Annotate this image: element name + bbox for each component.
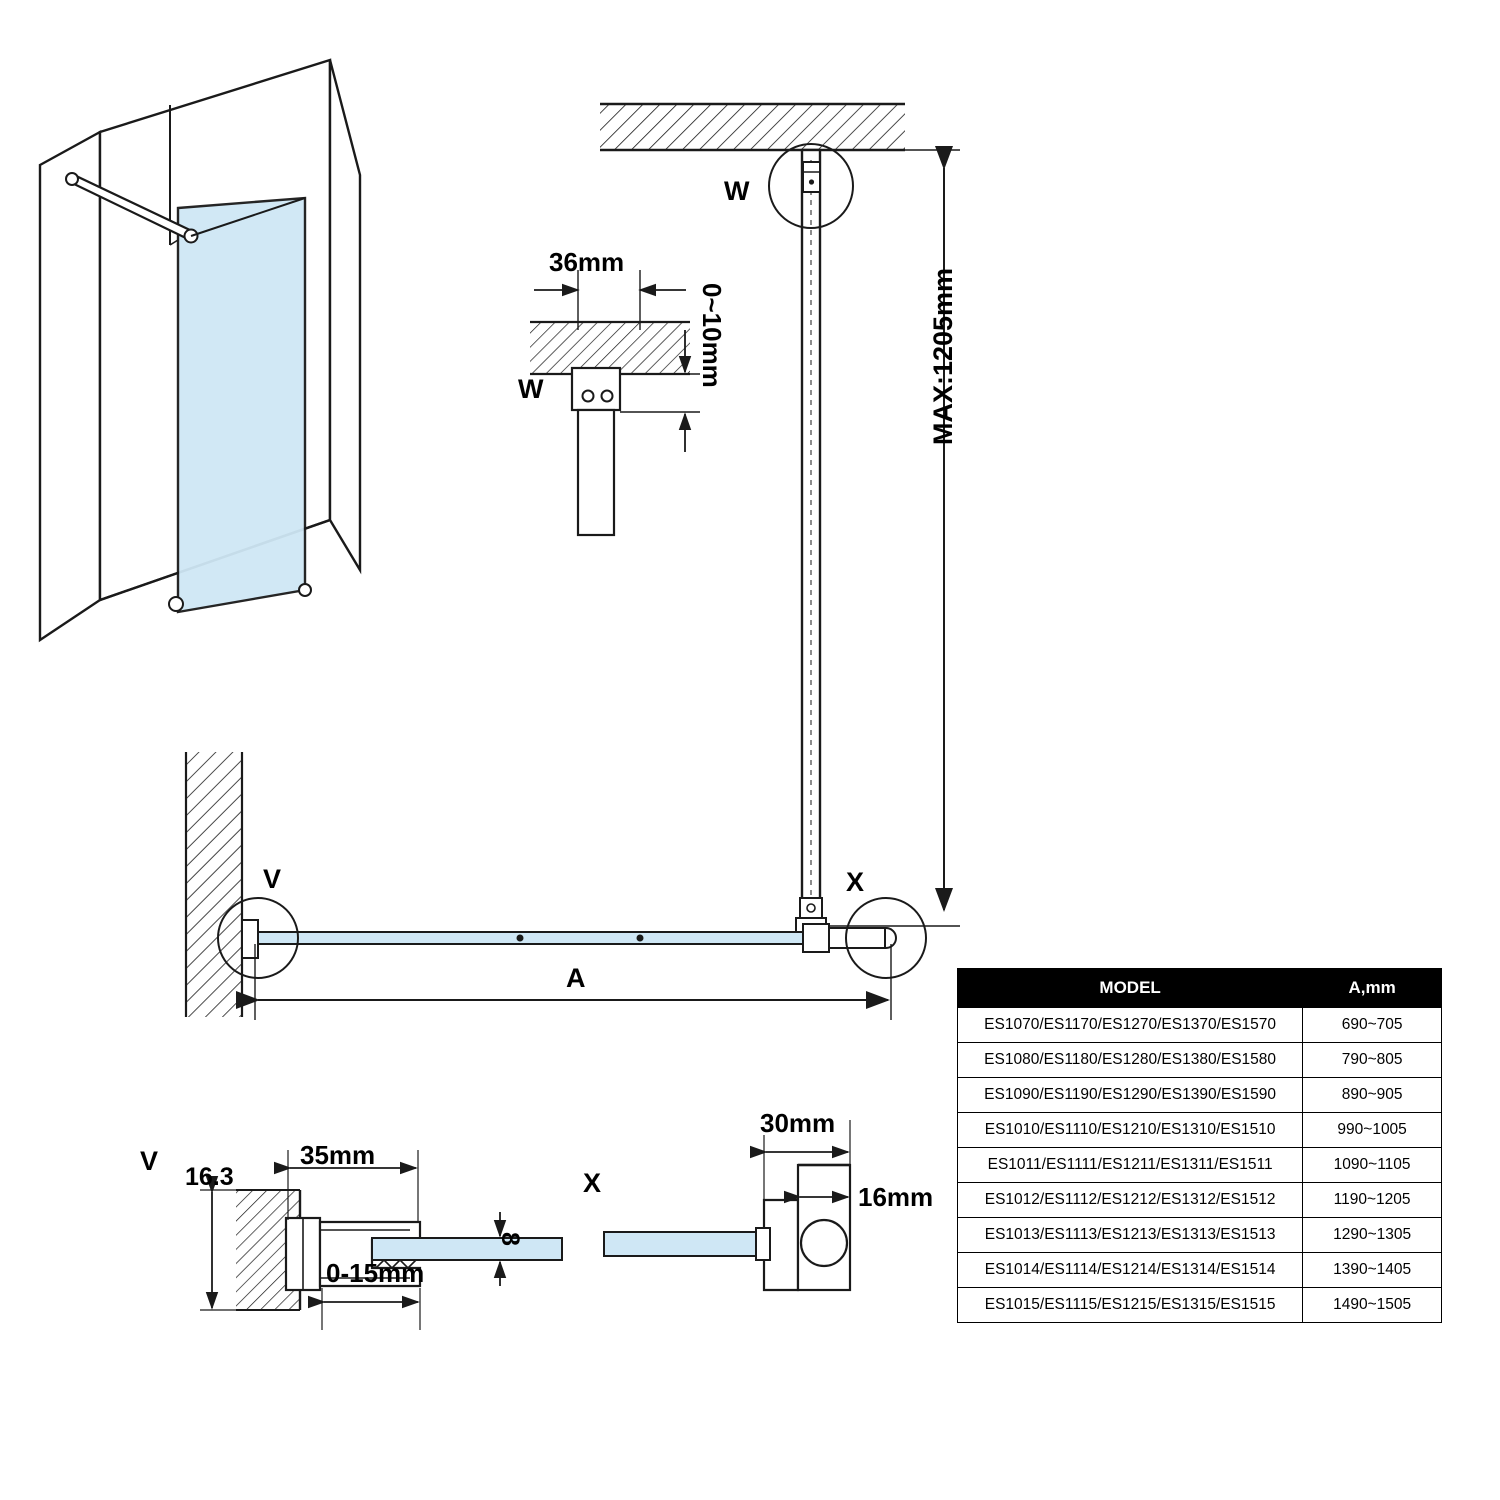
cell-amm: 790~805 [1303,1043,1442,1078]
table-row [958,1043,1442,1078]
cell-amm: 690~705 [1303,1008,1442,1043]
cell-model: ES1015/ES1115/ES1215/ES1315/ES1515 [958,1288,1303,1323]
table-row [958,1113,1442,1148]
table-row [958,1183,1442,1218]
cell-amm: 1390~1405 [1303,1253,1442,1288]
x-detail-section [604,1120,850,1290]
cell-model: ES1014/ES1114/ES1214/ES1314/ES1514 [958,1253,1303,1288]
cell-model: ES1080/ES1180/ES1280/ES1380/ES1580 [958,1043,1303,1078]
model-spec-table [957,968,1442,1323]
cell-model: ES1070/ES1170/ES1270/ES1370/ES1570 [958,1008,1303,1043]
vertical-support-bar [769,144,853,934]
dim-0-10mm: 0~10mm [697,283,727,388]
label-w-top: W [724,176,750,206]
table-row [958,1288,1442,1323]
header-amm: A,mm [1303,969,1442,1008]
table-row [958,1008,1442,1043]
cell-amm: 1490~1505 [1303,1288,1442,1323]
dim-8: 8 [496,1232,524,1246]
cell-model: ES1010/ES1110/ES1210/ES1310/ES1510 [958,1113,1303,1148]
dim-0-15mm: 0-15mm [326,1258,425,1288]
height-dimension [826,150,960,926]
dim-max-height: MAX:1205mm [928,267,958,445]
w-detail-view [530,270,700,535]
label-w-detail: W [518,374,544,404]
cell-model: ES1090/ES1190/ES1290/ES1390/ES1590 [958,1078,1303,1113]
label-x-top: X [846,867,865,897]
dim-35mm: 35mm [300,1140,376,1170]
cell-model: ES1011/ES1111/ES1211/ES1311/ES1511 [958,1148,1303,1183]
table-row [958,1078,1442,1113]
ceiling-hatch-top [600,104,905,150]
label-v-top: V [263,864,282,894]
cell-amm: 890~905 [1303,1078,1442,1113]
cell-amm: 990~1005 [1303,1113,1442,1148]
cell-amm: 1290~1305 [1303,1218,1442,1253]
dim-30mm: 30mm [760,1108,836,1138]
header-model: MODEL [958,969,1303,1008]
dim-36mm: 36mm [549,247,625,277]
dim-a: A [566,963,586,993]
cell-model: ES1013/ES1113/ES1213/ES1313/ES1513 [958,1218,1303,1253]
table-row [958,1253,1442,1288]
label-x-detail: X [583,1168,602,1198]
cell-amm: 1090~1105 [1303,1148,1442,1183]
dim-16-3: 16.3 [185,1163,234,1191]
isometric-view [40,60,360,640]
table-header-row [958,969,1442,1008]
dim-16mm: 16mm [858,1182,934,1212]
cell-amm: 1190~1205 [1303,1183,1442,1218]
table-row [958,1148,1442,1183]
cell-model: ES1012/ES1112/ES1212/ES1312/ES1512 [958,1183,1303,1218]
table-row [958,1218,1442,1253]
label-v-detail: V [140,1146,159,1176]
